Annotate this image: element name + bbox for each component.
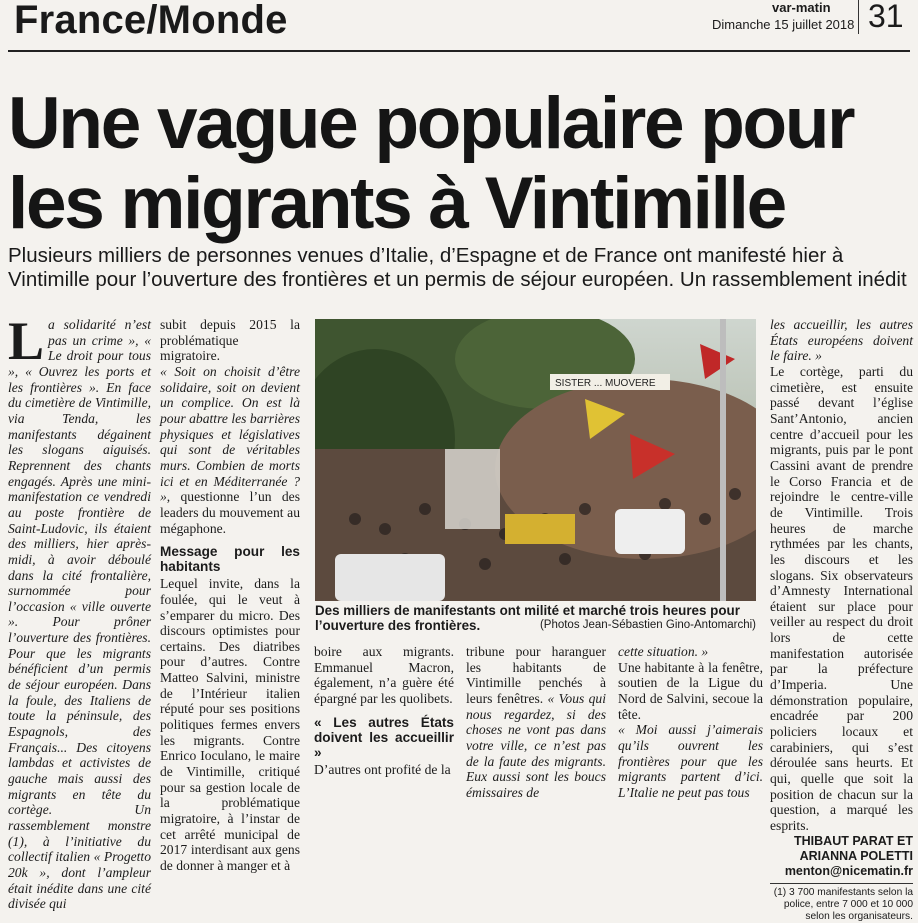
column-2-body: Lequel invite, dans la foulée, qui le veut à s’emparer du micro. Des discours optimistes pour certains. Des diatribes pour d’autres. Contre Matteo Salvini, ministre de l’Intérieur italien réputé pour ses positions politiques fermes envers les migrants. Contre Enrico Ioculano, le maire de Vintimille, critiqué pour sa gestion locale de la problématique migratoire, à l’instar de cet arrêté municipal de 2017 interdisant aux gens de donner à manger et à — [160, 576, 300, 873]
crowd-image — [315, 319, 756, 601]
article-column-5 — [618, 644, 763, 801]
speaker-quote: « Vous qui nous regardez, si des choses ne vont pas dans votre ville, ce n’est pas de la faute des migrants. Eux aussi sont les boucs émissaires de — [466, 690, 606, 800]
article-headline: Une vague populaire pour les migrants à Vintimille — [8, 83, 854, 244]
article-column-1 — [8, 311, 151, 912]
column-1-text: a solidarité n’est pas un crime », « Le droit pour tous », « Ouvrez les ports et les frontières ». En face du cimetière de Vintimille, via Tenda, les manifestants dégainent les slogans aiguisés. Reprennent des chants engagés. Après une mini-manifestation ce vendredi au poste frontière de Saint-Ludovic, ils étaient des milliers, hier après-midi, à avoir déboulé dans la cité frontalière, surnommée pour l’occasion « ville ouverte ». Pour prôner l’ouverture des frontières. Pour que les migrants bénéficient d’un permis de séjour européen. Dans la foule, des Italiens de toute la péninsule, des Espagnols, des Français... Des citoyens lambdas et activistes de gauche mais aussi des migrants en tête du cortège. Un rassemblement monstre (1), à l’initiative du collectif italien « Progetto 20k », dont l’ampleur était inédite dans une cité divisée qui — [8, 317, 151, 912]
subhead-message: Message pour les habitants — [160, 544, 300, 575]
issue-date: Dimanche 15 juillet 2018 — [712, 17, 855, 32]
column-2-attribution: , questionne l’un des leaders du mouvement au mégaphone. — [160, 489, 300, 536]
article-deck: Plusieurs milliers de personnes venues d’Italie, d’Espagne et de France ont manifesté hier à Vintimille pour l’ouverture des frontières et un permis de séjour européen. Un rassemblement inédit — [8, 244, 907, 291]
leader-quote: « Soit on choisit d’être solidaire, soit on devient un complice. On est là pour abattre les barrières physiques et législatives qui sont de véritables murs. Combien de morts ici et en Méditerranée ? » — [160, 363, 300, 505]
caption-text: Des milliers de manifestants ont milité et marché trois heures pour l’ouverture des frontières. — [315, 603, 740, 633]
footnote: (1) 3 700 manifestants selon la police, entre 7 000 et 10 000 selon les organisateurs. — [773, 886, 913, 922]
subhead-accueillir: « Les autres États doivent les accueillir » — [314, 714, 454, 760]
photo-credit: (Photos Jean-Sébastien Gino-Antomarchi) — [539, 619, 756, 631]
column-5-text: Une habitante à la fenêtre, soutien de la Ligue du Nord de Salvini, secoue la tête. — [618, 659, 763, 722]
resident-quote-end: les accueillir, les autres États européens doivent le faire. » — [770, 317, 913, 364]
banner-text: SISTER ... MUOVERE — [555, 378, 656, 389]
article-column-6 — [770, 317, 913, 923]
header-divider — [858, 0, 859, 34]
byline: THIBAUT PARAT ET ARIANNA POLETTI — [794, 833, 913, 863]
article-column-4 — [466, 644, 606, 801]
header-rule — [8, 50, 910, 52]
column-4-text: tribune pour haranguer les habitants de Vintimille penchés à leurs fenêtres. — [466, 644, 606, 706]
drop-cap: L — [8, 311, 45, 371]
column-2-text: subit depuis 2015 la problématique migratoire. — [160, 317, 300, 364]
column-3-text: boire aux migrants. Emmanuel Macron, également, n’a guère été épargné par les quolibets. — [314, 644, 454, 706]
resident-quote: « Moi aussi j’aimerais qu’ils ouvrent les frontières pour que les migrants partent d’ici. L’Italie ne peut pas tous — [618, 722, 763, 800]
article-column-3 — [314, 644, 454, 777]
speaker-quote-end: cette situation. » — [618, 644, 709, 659]
photo-caption — [315, 603, 756, 633]
footnote-rule — [770, 883, 913, 884]
page-number: 31 — [868, 0, 904, 34]
contact-email: menton@nicematin.fr — [784, 863, 913, 878]
section-title: France/Monde — [14, 0, 288, 42]
article-column-2 — [160, 317, 300, 874]
protest-photo — [315, 319, 756, 601]
column-3-body: D’autres ont profité de la — [314, 761, 451, 777]
newspaper-brand: var-matin — [772, 0, 831, 15]
column-6-text: Le cortège, parti du cimetière, est ensuite passé devant l’église Sant’Antonio, ancien centre d’accueil pour les migrants, puis par le pont Cassini avant de prendre le Corso Francia et de rejoindre le centre-ville de Vintimille. Trois heures de marche rythmées par les chants, les discours et les slogans. Six observateurs d’Amnesty International étaient sur place pour veiller au respect du droit lors de cette manifestation autorisée par la préfecture d’Imperia. Une démonstration populaire, encadrée par 200 policiers locaux et carabiniers, qui s’est déroulée sans heurts. Et qui, quelle que soit la position de chacun sur la question, a marqué les esprits. — [770, 363, 913, 833]
